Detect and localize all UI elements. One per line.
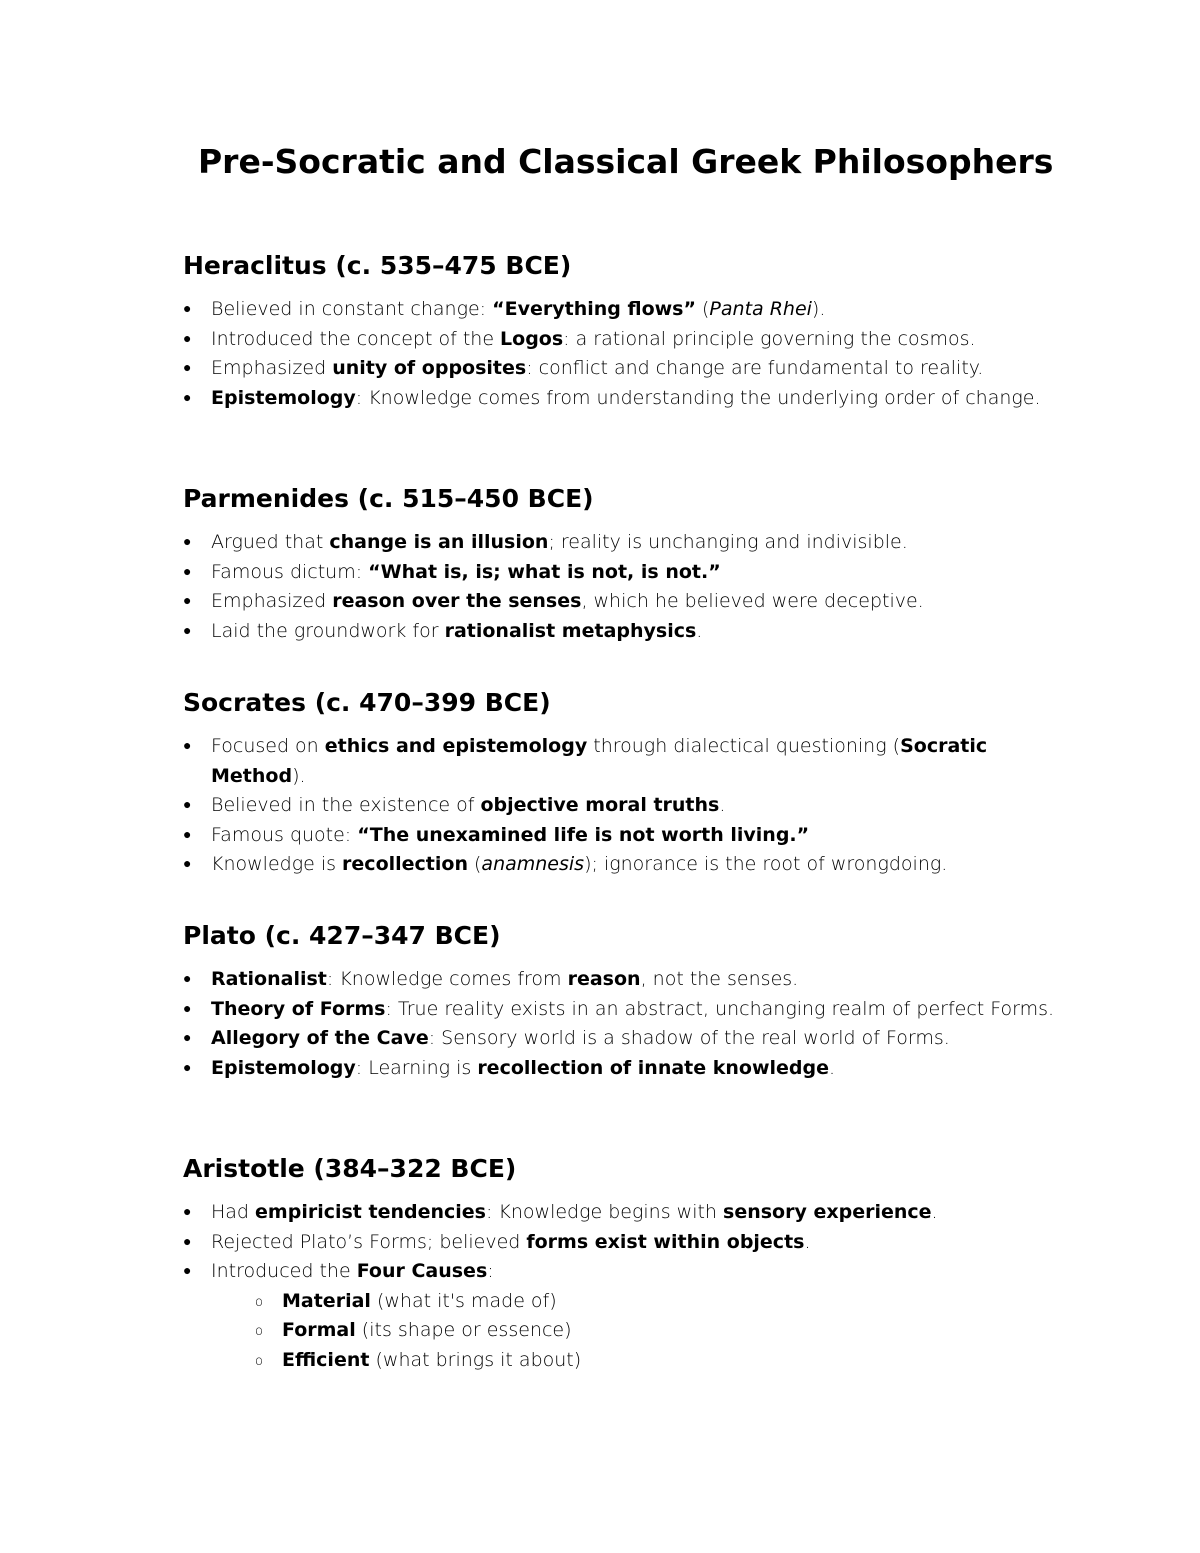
text-run: (its shape or essence) — [355, 1319, 572, 1341]
section-heading: Parmenides (c. 515–450 BCE) — [183, 484, 594, 513]
bold-text: ethics and epistemology — [324, 735, 588, 757]
list-item — [183, 995, 1083, 1025]
text-run: : a rational principle governing the cosmos. — [563, 327, 976, 350]
text-run: , not the senses. — [640, 968, 799, 990]
bullet-icon: ● — [183, 593, 192, 609]
text-run: ). — [811, 298, 826, 320]
bold-text: Theory of Forms — [211, 997, 386, 1020]
section-heraclitus — [183, 249, 1083, 413]
bold-text: rationalist metaphysics — [444, 619, 697, 642]
section-socrates — [183, 686, 1083, 880]
bold-text: “The unexamined life is not worth living.” — [357, 823, 810, 846]
bullet-list — [183, 965, 1083, 1083]
text-run: Famous quote: — [211, 823, 358, 846]
bullet-icon: ● — [183, 797, 192, 813]
text-run: : Knowledge comes from — [326, 968, 568, 990]
text-run: : Sensory world is a shadow of the real world of Forms. — [428, 1027, 950, 1049]
bullet-icon: ● — [183, 1000, 192, 1017]
section-heading: Socrates (c. 470–399 BCE) — [183, 688, 551, 717]
text-run: Emphasized — [211, 590, 333, 612]
text-run: Had — [211, 1201, 256, 1223]
list-item — [183, 587, 1083, 617]
list-item — [183, 1257, 1083, 1375]
bold-text: recollection — [342, 853, 468, 875]
section-heading: Heraclitus (c. 535–475 BCE) — [183, 251, 572, 280]
bullet-icon: ● — [183, 360, 192, 376]
list-item — [183, 354, 1083, 384]
list-item — [183, 295, 1083, 325]
bold-text: Allegory of the Cave — [211, 1027, 429, 1049]
list-item — [183, 732, 1083, 791]
text-run: Introduced the — [211, 1260, 357, 1282]
list-item — [183, 558, 1083, 588]
bullet-list — [183, 732, 1083, 880]
bullet-icon: ● — [183, 971, 192, 987]
text-run: ( — [695, 298, 710, 320]
bold-text: empiricist tendencies — [255, 1201, 486, 1223]
text-run: Believed in constant change: — [211, 298, 493, 320]
bullet-icon: ● — [183, 826, 192, 843]
bold-text: Four Causes — [356, 1260, 488, 1282]
section-heading: Plato (c. 427–347 BCE) — [183, 921, 501, 950]
bullet-icon: ● — [183, 1030, 192, 1046]
bold-text: sensory experience — [723, 1201, 932, 1223]
italic-text: anamnesis — [481, 853, 585, 875]
text-run: ); ignorance is the root of wrongdoing. — [584, 853, 948, 875]
list-item — [183, 791, 1083, 821]
section-heading: Aristotle (384–322 BCE) — [183, 1154, 517, 1183]
text-run: : conflict and change are fundamental to reality. — [526, 357, 984, 379]
text-run: Believed in the existence of — [211, 794, 481, 816]
list-item — [183, 1198, 1083, 1228]
text-run: Famous dictum: — [211, 560, 369, 583]
bullet-icon: ● — [183, 389, 192, 406]
bullet-icon: ● — [183, 534, 192, 550]
bullet-icon: ● — [183, 1204, 192, 1220]
text-run: . — [829, 1056, 836, 1079]
bold-text: Formal — [282, 1319, 356, 1341]
text-run: . — [931, 1201, 938, 1223]
bullet-list — [183, 295, 1083, 413]
text-run: (what brings it about) — [369, 1348, 582, 1371]
bullet-icon: ● — [183, 622, 192, 639]
bold-text: “What is, is; what is not, is not.” — [368, 560, 721, 583]
bullet-icon: ● — [183, 330, 192, 347]
sub-bullet-list — [211, 1287, 1083, 1376]
circle-bullet-icon: o — [255, 1294, 263, 1310]
bullet-icon: ● — [183, 563, 192, 580]
bold-text: reason over the senses — [332, 590, 582, 612]
text-run: ( — [467, 853, 482, 875]
text-run: through dialectical questioning ( — [587, 735, 901, 757]
bullet-list — [183, 1198, 1083, 1375]
sub-list-item — [255, 1316, 1083, 1346]
bullet-icon: ● — [183, 856, 192, 872]
text-run: : — [487, 1260, 494, 1282]
italic-text: Panta Rhei — [709, 298, 812, 320]
bullet-icon: ● — [183, 1263, 192, 1279]
bold-text: forms exist within objects — [526, 1230, 805, 1253]
sub-list-item — [255, 1287, 1083, 1317]
list-item — [183, 965, 1083, 995]
list-item — [183, 617, 1083, 647]
section-plato — [183, 919, 1083, 1083]
bold-text: Socratic Method — [211, 735, 988, 787]
list-item — [183, 1054, 1083, 1084]
section-parmenides — [183, 482, 1083, 646]
list-item — [183, 528, 1083, 558]
list-item — [183, 1228, 1083, 1258]
list-item — [183, 1024, 1083, 1054]
text-run: Rejected Plato’s Forms; believed — [211, 1230, 527, 1253]
text-run: . — [719, 794, 726, 816]
text-run: (what it's made of) — [370, 1289, 557, 1312]
circle-bullet-icon: o — [255, 1324, 263, 1339]
bold-text: Efficient — [282, 1348, 370, 1371]
text-run: Knowledge is — [211, 853, 343, 875]
text-run: . — [696, 619, 703, 642]
list-item — [183, 384, 1083, 414]
list-item — [183, 325, 1083, 355]
bold-text: unity of opposites — [332, 357, 527, 379]
bold-text: objective moral truths — [480, 794, 720, 816]
bold-text: change is an illusion — [329, 531, 549, 553]
bold-text: Material — [282, 1289, 371, 1312]
list-item — [183, 850, 1083, 880]
bullet-icon: ● — [183, 301, 192, 317]
list-item — [183, 821, 1083, 851]
text-run: Argued that — [211, 531, 330, 553]
text-run: ; reality is unchanging and indivisible. — [548, 531, 908, 553]
bold-text: recollection of innate knowledge — [477, 1056, 830, 1079]
text-run: , which he believed were deceptive. — [581, 590, 924, 612]
text-run: . — [804, 1230, 811, 1253]
text-run: : Learning is — [355, 1056, 478, 1079]
bold-text: “Everything flows” — [492, 298, 696, 320]
bold-text: Epistemology — [211, 1056, 356, 1079]
text-run: ). — [292, 764, 306, 787]
bullet-list — [183, 528, 1083, 646]
sub-list-item — [255, 1346, 1083, 1376]
bullet-icon: ● — [183, 1233, 192, 1250]
section-aristotle — [183, 1152, 1083, 1375]
circle-bullet-icon: o — [255, 1353, 263, 1369]
text-run: : True reality exists in an abstract, unchanging realm of perfect Forms. — [385, 997, 1055, 1020]
bullet-icon: ● — [183, 738, 192, 754]
bold-text: Logos — [500, 327, 564, 350]
document-title: Pre-Socratic and Classical Greek Philosophers — [198, 142, 1054, 181]
bold-text: Epistemology — [211, 386, 356, 409]
text-run: Emphasized — [211, 357, 333, 379]
text-run: : Knowledge comes from understanding the underlying order of change. — [355, 386, 1041, 409]
text-run: : Knowledge begins with — [485, 1201, 724, 1223]
text-run: Introduced the concept of the — [211, 327, 501, 350]
text-run: Laid the groundwork for — [211, 619, 445, 642]
bold-text: reason — [567, 968, 641, 990]
text-run: Focused on — [211, 735, 325, 757]
bullet-icon: ● — [183, 1059, 192, 1076]
bold-text: Rationalist — [211, 968, 327, 990]
